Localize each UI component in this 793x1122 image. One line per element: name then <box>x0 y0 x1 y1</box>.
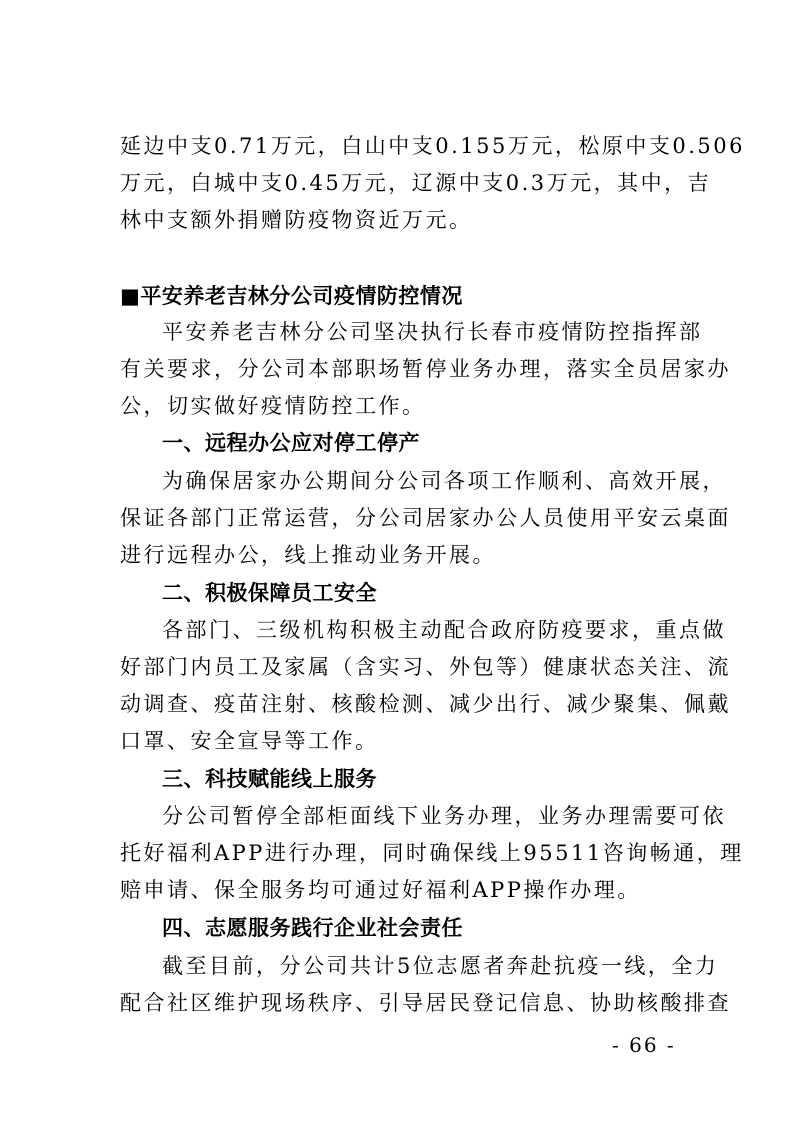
body-line: 林中支额外捐赠防疫物资近万元。 <box>120 208 473 232</box>
body-line: 平安养老吉林分公司坚决执行长春市疫情防控指挥部 <box>162 320 703 344</box>
body-line: 进行远程办公，线上推动业务开展。 <box>120 543 496 567</box>
body-line: 保证各部门正常运营，分公司居家办公人员使用平安云桌面 <box>120 506 731 530</box>
body-line: 延边中支0.71万元，白山中支0.155万元，松原中支0.506 <box>120 134 745 158</box>
body-line: 好部门内员工及家属（含实习、外包等）健康状态关注、流 <box>120 655 731 679</box>
page-number: - 66 - <box>612 1033 676 1057</box>
body-line: 口罩、安全宣导等工作。 <box>120 729 379 753</box>
body-line: 有关要求，分公司本部职场暂停业务办理，落实全员居家办 <box>120 357 731 381</box>
body-line: 截至目前，分公司共计5位志愿者奔赴抗疫一线，全力 <box>162 954 719 978</box>
body-line: 赔申请、保全服务均可通过好福利APP操作办理。 <box>120 878 641 902</box>
body-line: 配合社区维护现场秩序、引导居民登记信息、协助核酸排查 <box>120 991 731 1015</box>
body-line: 万元，白城中支0.45万元，辽源中支0.3万元，其中，吉 <box>120 171 712 195</box>
subsection-heading: 四、志愿服务践行企业社会责任 <box>162 916 463 940</box>
body-line: 为确保居家办公期间分公司各项工作顺利、高效开展， <box>162 469 726 493</box>
body-line: 托好福利APP进行办理，同时确保线上95511咨询畅通，理 <box>120 841 744 865</box>
body-line: 动调查、疫苗注射、核酸检测、减少出行、减少聚集、佩戴 <box>120 692 731 716</box>
subsection-heading: 二、积极保障员工安全 <box>162 581 377 605</box>
section-heading: ■平安养老吉林分公司疫情防控情况 <box>120 284 463 308</box>
body-line: 各部门、三级机构积极主动配合政府防疫要求，重点做 <box>162 618 726 642</box>
subsection-heading: 三、科技赋能线上服务 <box>162 767 377 791</box>
subsection-heading: 一、远程办公应对停工停产 <box>162 431 420 455</box>
body-line: 分公司暂停全部柜面线下业务办理，业务办理需要可依 <box>162 804 726 828</box>
body-line: 公，切实做好疫情防控工作。 <box>120 394 426 418</box>
